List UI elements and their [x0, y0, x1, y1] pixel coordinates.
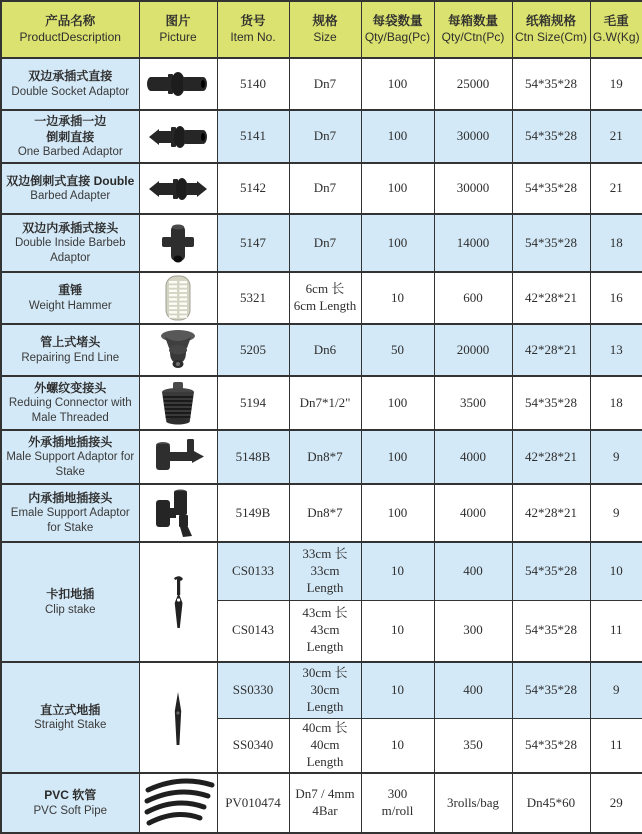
qty-ctn-cell — [434, 110, 512, 163]
double-barbed-adapter-image — [139, 163, 217, 214]
qty-ctn-cell — [434, 272, 512, 324]
size-cell-line: 40cm 长 — [302, 719, 348, 735]
product-description-line: Double Inside Barbeb — [14, 237, 126, 250]
col-header-en: Qty/Bag(Pc) — [364, 30, 431, 45]
item-no-cell-line: CS0143 — [232, 622, 274, 638]
double-barbed-adapter-icon — [145, 168, 211, 210]
qty-ctn-cell — [434, 484, 512, 542]
size-cell — [289, 163, 361, 214]
qty-bag-cell — [361, 600, 434, 662]
gw-cell-line: 18 — [609, 394, 623, 410]
qty-ctn-cell-line: 30000 — [456, 128, 490, 144]
qty-bag-cell-line: 50 — [391, 341, 404, 357]
table-row — [1, 773, 642, 833]
gw-cell — [590, 662, 642, 718]
size-cell-line: Dn7 — [313, 75, 337, 91]
size-cell-line: Dn6 — [313, 341, 337, 357]
qty-bag-cell — [361, 163, 434, 214]
weight-hammer-icon — [155, 274, 201, 322]
gw-cell — [590, 430, 642, 484]
ctn-size-cell-line: 54*35*28 — [525, 681, 577, 697]
gw-cell-line: 9 — [613, 448, 620, 464]
gw-cell-line: 11 — [609, 622, 623, 638]
col-header-en: Ctn Size(Cm) — [514, 30, 587, 45]
item-no-cell — [217, 376, 289, 430]
table-row — [1, 58, 642, 110]
gw-cell — [590, 58, 642, 110]
col-header-ctn-size — [512, 1, 590, 58]
product-description-line: 外螺纹变接头 — [34, 380, 107, 395]
product-description-line: Male Support Adaptor for — [6, 451, 135, 464]
product-description-cell — [1, 214, 139, 272]
gw-cell-line: 21 — [609, 180, 623, 196]
item-no-cell — [217, 542, 289, 600]
item-no-cell-line: 5147 — [240, 234, 266, 250]
table-row — [1, 430, 642, 484]
male-support-adaptor-stake-image — [139, 430, 217, 484]
gw-cell — [590, 600, 642, 662]
size-cell — [289, 718, 361, 773]
size-cell — [289, 376, 361, 430]
item-no-cell — [217, 484, 289, 542]
ctn-size-cell — [512, 58, 590, 110]
double-socket-adaptor-image — [139, 58, 217, 110]
gw-cell-line: 13 — [609, 341, 623, 357]
pvc-soft-pipe-icon — [142, 777, 216, 829]
ctn-size-cell-line: 42*28*21 — [525, 504, 577, 520]
ctn-size-cell-line: 54*35*28 — [525, 128, 577, 144]
qty-ctn-cell — [434, 58, 512, 110]
product-description-line: Double Socket Adaptor — [11, 85, 130, 98]
product-description-line: Male Threaded — [31, 412, 109, 425]
gw-cell-line: 9 — [613, 504, 620, 520]
qty-bag-cell — [361, 430, 434, 484]
table-row — [1, 214, 642, 272]
gw-cell — [590, 324, 642, 376]
ctn-size-cell-line: 54*35*28 — [525, 562, 577, 578]
qty-bag-cell-line: 100 — [387, 180, 408, 196]
qty-bag-cell — [361, 773, 434, 833]
reducing-connector-male-threaded-image — [139, 376, 217, 430]
table-row — [1, 272, 642, 324]
size-cell-line: Dn7 / 4mm — [295, 786, 355, 802]
col-header-zh: 毛重 — [603, 14, 629, 29]
size-cell — [289, 430, 361, 484]
straight-stake-icon — [160, 689, 196, 747]
female-support-adaptor-stake-image — [139, 484, 217, 542]
col-header-zh: 纸箱规格 — [525, 14, 576, 29]
size-cell-line: 33cm 长 — [302, 545, 348, 561]
ctn-size-cell-line: 54*35*28 — [525, 622, 577, 638]
ctn-size-cell — [512, 163, 590, 214]
qty-bag-cell-line: 10 — [391, 736, 404, 752]
product-description-cell — [1, 430, 139, 484]
product-description-line: Reduing Connector with — [8, 397, 132, 410]
gw-cell-line: 16 — [609, 289, 623, 305]
product-description-line: 重锤 — [58, 283, 83, 298]
col-header-zh: 货号 — [240, 14, 266, 29]
clip-stake-icon — [160, 573, 196, 631]
item-no-cell-line: PV010474 — [225, 794, 281, 810]
product-description-line: 管上式堵头 — [40, 335, 101, 350]
double-inside-barbed-adaptor-icon — [153, 220, 203, 266]
size-cell-line: Dn8*7 — [307, 504, 343, 520]
ctn-size-cell-line: 54*35*28 — [525, 75, 577, 91]
gw-cell-line: 19 — [609, 75, 623, 91]
qty-ctn-cell-line: 600 — [463, 289, 483, 305]
gw-cell — [590, 163, 642, 214]
ctn-size-cell — [512, 324, 590, 376]
table-row — [1, 484, 642, 542]
col-header-gw — [590, 1, 642, 58]
ctn-size-cell — [512, 718, 590, 773]
gw-cell — [590, 376, 642, 430]
qty-bag-cell — [361, 214, 434, 272]
table-row — [1, 110, 642, 163]
table-row — [1, 163, 642, 214]
qty-bag-cell — [361, 272, 434, 324]
product-description-line: 双边内承插式接头 — [22, 220, 119, 235]
qty-bag-cell-line: 100 — [387, 128, 408, 144]
weight-hammer-image — [139, 272, 217, 324]
item-no-cell-line: 5149B — [235, 504, 271, 520]
male-support-adaptor-stake-icon — [146, 432, 210, 482]
product-description-line: Weight Hammer — [28, 299, 112, 312]
size-cell-line: 43cm 长 — [302, 605, 348, 621]
size-cell — [289, 272, 361, 324]
col-header-product — [1, 1, 139, 58]
col-header-en: ProductDescription — [19, 30, 121, 45]
qty-ctn-cell-line: 400 — [463, 562, 483, 578]
ctn-size-cell — [512, 662, 590, 718]
product-description-line: Emale Support Adaptor — [10, 507, 130, 520]
product-description-line: PVC Soft Pipe — [33, 804, 107, 817]
gw-cell — [590, 110, 642, 163]
qty-bag-cell-line: 300 — [387, 786, 408, 802]
ctn-size-cell — [512, 542, 590, 600]
col-header-zh: 图片 — [165, 14, 191, 29]
gw-cell — [590, 484, 642, 542]
ctn-size-cell-line: 54*35*28 — [525, 234, 577, 250]
item-no-cell — [217, 662, 289, 718]
col-header-item-no — [217, 1, 289, 58]
size-cell-line: 30cm Length — [306, 681, 344, 714]
ctn-size-cell-line: 42*28*21 — [525, 448, 577, 464]
ctn-size-cell-line: Dn45*60 — [526, 794, 576, 810]
qty-bag-cell — [361, 484, 434, 542]
qty-ctn-cell-line: 4000 — [460, 504, 486, 520]
ctn-size-cell-line: 42*28*21 — [525, 289, 577, 305]
qty-bag-cell-line: 10 — [391, 289, 404, 305]
table-header — [1, 1, 642, 58]
item-no-cell-line: SS0330 — [232, 681, 274, 697]
qty-ctn-cell-line: 30000 — [456, 180, 490, 196]
gw-cell — [590, 542, 642, 600]
product-description-cell — [1, 272, 139, 324]
qty-ctn-cell-line: 300 — [463, 622, 483, 638]
product-description-cell — [1, 110, 139, 163]
size-cell-line: Dn7 — [313, 128, 337, 144]
size-cell — [289, 110, 361, 163]
qty-ctn-cell — [434, 600, 512, 662]
col-header-size — [289, 1, 361, 58]
product-description-line: One Barbed Adaptor — [17, 146, 123, 159]
qty-bag-cell — [361, 110, 434, 163]
product-description-cell — [1, 324, 139, 376]
item-no-cell-line: 5140 — [240, 75, 266, 91]
repairing-end-line-image — [139, 324, 217, 376]
qty-ctn-cell — [434, 542, 512, 600]
size-cell — [289, 542, 361, 600]
gw-cell-line: 9 — [613, 681, 620, 697]
size-cell-line: Dn7 — [313, 234, 337, 250]
qty-ctn-cell — [434, 718, 512, 773]
qty-bag-cell-line: 100 — [387, 75, 408, 91]
col-header-en: Item No. — [230, 30, 276, 45]
product-description-cell — [1, 484, 139, 542]
ctn-size-cell-line: 54*35*28 — [525, 394, 577, 410]
col-header-zh: 每袋数量 — [372, 14, 423, 29]
product-description-line: 双边倒刺式直接 Double — [6, 173, 135, 188]
item-no-cell — [217, 272, 289, 324]
ctn-size-cell — [512, 600, 590, 662]
size-cell — [289, 484, 361, 542]
item-no-cell-line: 5194 — [240, 394, 266, 410]
item-no-cell — [217, 324, 289, 376]
col-header-en: G.W(Kg) — [592, 30, 640, 45]
size-cell-line: Dn7 — [313, 180, 337, 196]
size-cell-line: Dn7*1/2" — [299, 394, 351, 410]
product-description-line: Stake — [55, 466, 85, 479]
item-no-cell — [217, 718, 289, 773]
double-socket-adaptor-icon — [145, 63, 211, 105]
product-description-line: for Stake — [47, 522, 94, 535]
item-no-cell — [217, 58, 289, 110]
size-cell — [289, 58, 361, 110]
col-header-qty-ctn — [434, 1, 512, 58]
qty-ctn-cell-line: 3rolls/bag — [447, 794, 499, 810]
qty-ctn-cell-line: 4000 — [460, 448, 486, 464]
col-header-zh: 产品名称 — [45, 14, 96, 29]
qty-bag-cell-line: 10 — [391, 622, 404, 638]
ctn-size-cell — [512, 110, 590, 163]
qty-ctn-cell-line: 25000 — [456, 75, 490, 91]
size-cell-line: 6cm 长 — [305, 281, 345, 297]
product-description-line: 倒刺直接 — [46, 130, 95, 145]
pvc-soft-pipe-image — [139, 773, 217, 833]
table-row — [1, 324, 642, 376]
size-cell — [289, 214, 361, 272]
qty-bag-cell-line: 100 — [387, 504, 408, 520]
item-no-cell — [217, 430, 289, 484]
item-no-cell-line: 5148B — [235, 448, 271, 464]
product-description-line: PVC 软管 — [44, 788, 97, 803]
size-cell-line: 6cm Length — [293, 298, 357, 313]
qty-bag-cell — [361, 324, 434, 376]
col-header-qty-bag — [361, 1, 434, 58]
gw-cell-line: 18 — [609, 234, 623, 250]
item-no-cell-line: 5321 — [240, 289, 266, 305]
qty-ctn-cell — [434, 773, 512, 833]
product-description-line: Clip stake — [45, 603, 96, 616]
ctn-size-cell — [512, 430, 590, 484]
qty-bag-cell-line: m/roll — [381, 803, 414, 818]
product-description-cell — [1, 542, 139, 662]
product-description-line: 外承插地插接头 — [28, 434, 113, 449]
ctn-size-cell — [512, 272, 590, 324]
item-no-cell — [217, 214, 289, 272]
qty-bag-cell-line: 10 — [391, 681, 404, 697]
product-description-cell — [1, 58, 139, 110]
double-inside-barbed-adaptor-image — [139, 214, 217, 272]
qty-ctn-cell — [434, 214, 512, 272]
item-no-cell — [217, 163, 289, 214]
qty-bag-cell — [361, 58, 434, 110]
qty-ctn-cell — [434, 662, 512, 718]
item-no-cell — [217, 110, 289, 163]
qty-ctn-cell-line: 14000 — [456, 234, 490, 250]
gw-cell-line: 29 — [609, 794, 623, 810]
size-cell-line: Dn8*7 — [307, 448, 343, 464]
table-row — [1, 662, 642, 718]
col-header-en: Picture — [159, 30, 197, 45]
product-description-line: 直立式地插 — [40, 702, 101, 717]
product-description-line: Barbed Adapter — [30, 190, 111, 203]
size-cell-line: 40cm Length — [306, 736, 344, 769]
ctn-size-cell-line: 42*28*21 — [525, 341, 577, 357]
qty-bag-cell-line: 10 — [391, 562, 404, 578]
gw-cell-line: 21 — [609, 128, 623, 144]
product-description-cell — [1, 163, 139, 214]
one-barbed-adaptor-icon — [145, 116, 211, 158]
col-header-zh: 规格 — [312, 14, 338, 29]
size-cell — [289, 662, 361, 718]
gw-cell-line: 10 — [609, 562, 623, 578]
qty-bag-cell — [361, 376, 434, 430]
item-no-cell — [217, 600, 289, 662]
repairing-end-line-icon — [153, 326, 203, 374]
col-header-picture — [139, 1, 217, 58]
qty-ctn-cell — [434, 430, 512, 484]
qty-bag-cell-line: 100 — [387, 394, 408, 410]
qty-ctn-cell — [434, 376, 512, 430]
ctn-size-cell — [512, 214, 590, 272]
size-cell — [289, 600, 361, 662]
product-description-line: Adaptor — [50, 252, 91, 265]
product-description-line: 卡扣地插 — [46, 587, 95, 602]
size-cell-line: 30cm 长 — [302, 664, 348, 680]
qty-ctn-cell — [434, 163, 512, 214]
gw-cell — [590, 773, 642, 833]
ctn-size-cell — [512, 376, 590, 430]
col-header-en: Size — [313, 30, 337, 45]
size-cell — [289, 324, 361, 376]
qty-ctn-cell-line: 3500 — [460, 394, 486, 410]
qty-bag-cell — [361, 662, 434, 718]
col-header-en: Qty/Ctn(Pc) — [441, 30, 505, 45]
size-cell — [289, 773, 361, 833]
qty-ctn-cell-line: 20000 — [456, 341, 490, 357]
gw-cell-line: 11 — [609, 736, 623, 752]
gw-cell — [590, 272, 642, 324]
qty-bag-cell — [361, 718, 434, 773]
qty-ctn-cell — [434, 324, 512, 376]
size-cell-line: 43cm Length — [306, 622, 344, 655]
qty-bag-cell-line: 100 — [387, 234, 408, 250]
product-description-line: 一边承插一边 — [34, 113, 107, 128]
female-support-adaptor-stake-icon — [146, 486, 210, 540]
product-description-line: 双边承插式直接 — [28, 69, 113, 84]
table-row — [1, 542, 642, 600]
qty-ctn-cell-line: 400 — [463, 681, 483, 697]
clip-stake-image — [139, 542, 217, 662]
product-description-cell — [1, 773, 139, 833]
item-no-cell-line: CS0133 — [232, 562, 274, 578]
size-cell-line: 33cm Length — [306, 562, 344, 595]
reducing-connector-male-threaded-icon — [152, 378, 204, 428]
col-header-zh: 每箱数量 — [447, 14, 498, 29]
ctn-size-cell-line: 54*35*28 — [525, 736, 577, 752]
ctn-size-cell-line: 54*35*28 — [525, 180, 577, 196]
table-row — [1, 376, 642, 430]
item-no-cell-line: 5142 — [240, 180, 266, 196]
size-cell-line: 4Bar — [312, 803, 338, 818]
qty-bag-cell-line: 100 — [387, 448, 408, 464]
gw-cell — [590, 718, 642, 773]
ctn-size-cell — [512, 773, 590, 833]
product-description-cell — [1, 662, 139, 773]
item-no-cell-line: 5141 — [240, 128, 266, 144]
gw-cell — [590, 214, 642, 272]
ctn-size-cell — [512, 484, 590, 542]
straight-stake-image — [139, 662, 217, 773]
product-description-line: 内承插地插接头 — [28, 490, 113, 505]
qty-bag-cell — [361, 542, 434, 600]
item-no-cell-line: SS0340 — [232, 736, 274, 752]
item-no-cell — [217, 773, 289, 833]
product-description-cell — [1, 376, 139, 430]
qty-ctn-cell-line: 350 — [463, 736, 483, 752]
product-description-line: Repairing End Line — [21, 351, 120, 364]
one-barbed-adaptor-image — [139, 110, 217, 163]
item-no-cell-line: 5205 — [240, 341, 266, 357]
product-description-line: Straight Stake — [34, 719, 107, 732]
